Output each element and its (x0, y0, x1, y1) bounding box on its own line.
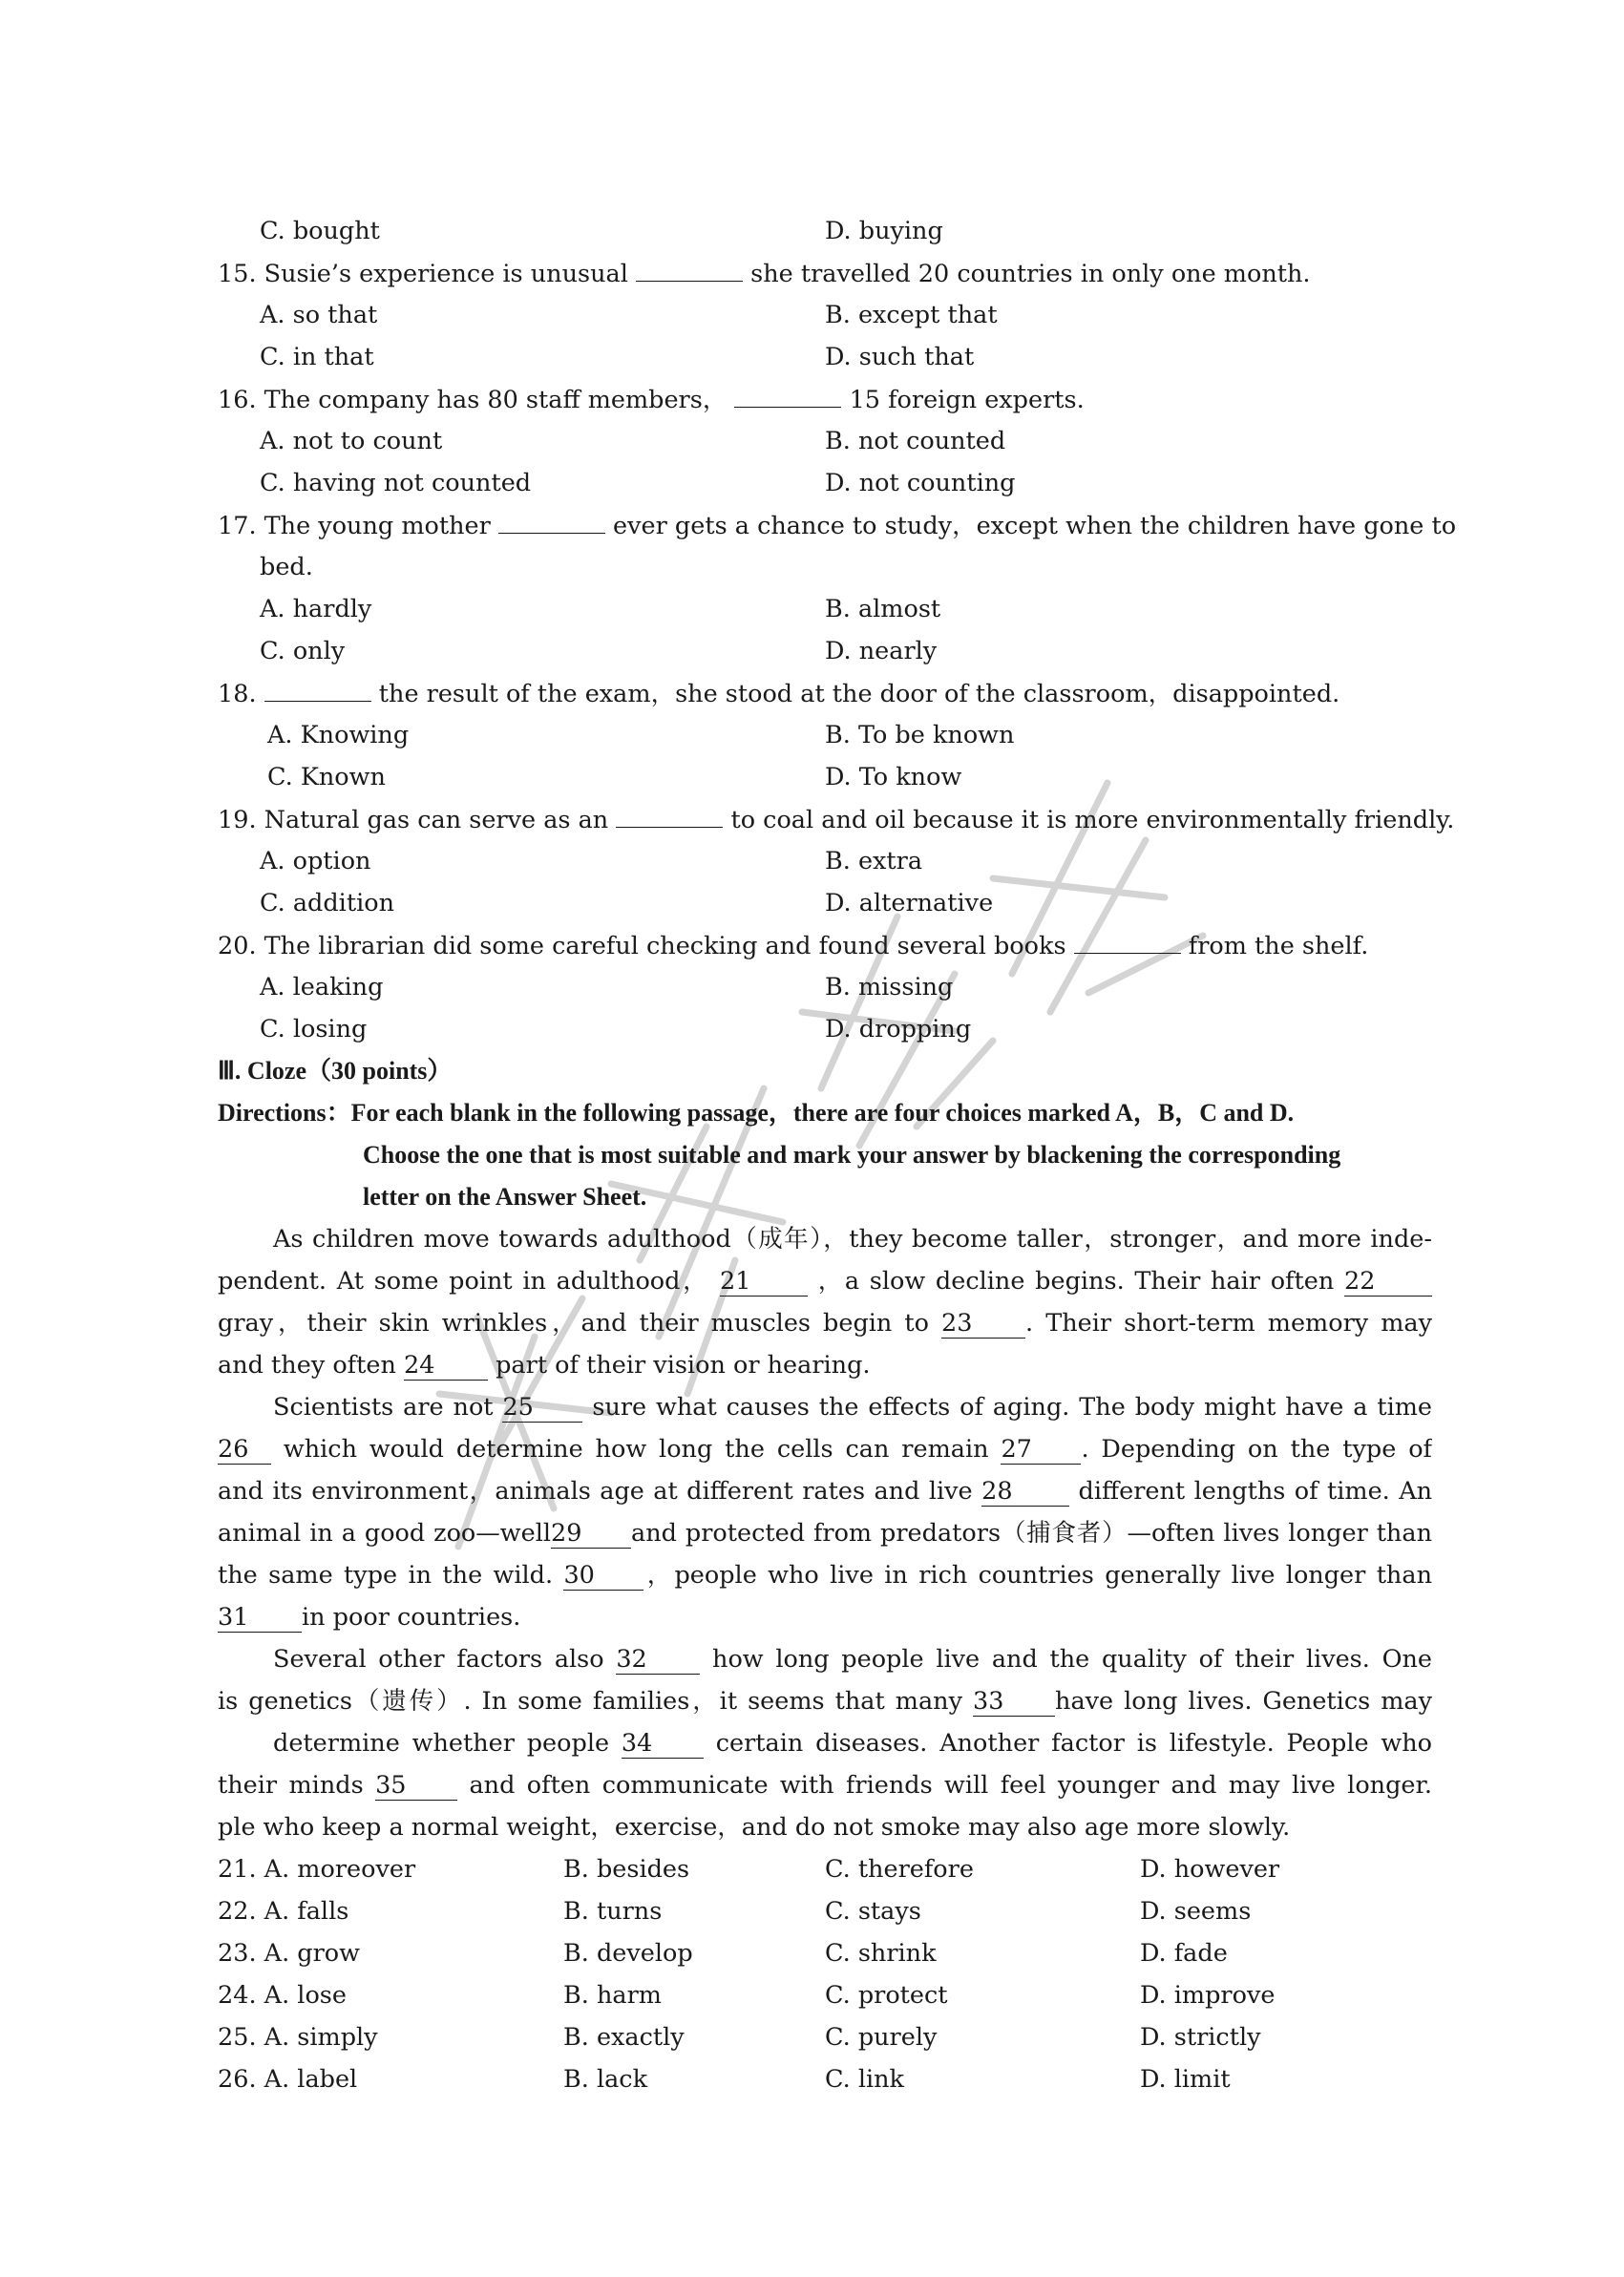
answer-blank (1074, 924, 1181, 954)
blank-34: 34 (622, 1729, 704, 1759)
option-d: D. such that (825, 343, 975, 371)
passage-line: 31 in poor countries. (218, 1603, 521, 1632)
question-17-stem: 17. The young mother ever gets a chance to study，except when the children have gone to (218, 504, 1432, 546)
question-15-stem: 15. Susie’s experience is unusual she travelled 20 countries in only one month. (218, 252, 1432, 294)
passage-line: gray，their skin wrinkles，and their muscles begin to 23 . Their short-term memory may (218, 1309, 1432, 1338)
answer-row-22: 22. A. falls B. turns C. stays D. seems (218, 1897, 1252, 1926)
question-20-stem: 20. The librarian did some careful checking and found several books from the shelf. (218, 924, 1432, 966)
option-d: D. nearly (825, 637, 938, 665)
option-d: D. dropping (825, 1015, 972, 1044)
option-d: D. not counting (825, 469, 1016, 497)
option-c: C. only (260, 637, 346, 665)
blank-30: 30 (563, 1561, 643, 1591)
blank-27: 27 (1001, 1435, 1081, 1465)
question-14-options-row2 (218, 210, 1432, 252)
passage-line: Several other factors also 32 how long people live and the quality of their lives. One (273, 1645, 1432, 1674)
passage-line: their minds 35 and often communicate with friends will feel younger and may live longer. (218, 1771, 1432, 1800)
passage-line: As children move towards adulthood（成年），they become taller，stronger，and more inde- (273, 1225, 1432, 1254)
blank-25: 25 (502, 1393, 582, 1423)
blank-23: 23 (941, 1309, 1025, 1339)
blank-28: 28 (981, 1477, 1069, 1507)
option-a: A. option (260, 847, 371, 875)
answer-blank (498, 504, 605, 534)
directions: Directions：For each blank in the following passage，there are four choices marked A，B，C and D. (218, 1099, 1295, 1127)
option-a: A. not to count (260, 427, 443, 455)
blank-22: 22 (1344, 1267, 1432, 1297)
option-d: D. alternative (825, 889, 994, 917)
answer-row-21: 21. A. moreover B. besides C. therefore D. however (218, 1855, 1280, 1884)
option-d: D. To know (825, 763, 962, 791)
option-d: D. buying (825, 217, 943, 245)
option-c: C. addition (260, 889, 394, 917)
answer-blank (734, 378, 841, 408)
option-a: A. so that (260, 301, 378, 329)
question-16-stem: 16. The company has 80 staff members， 15 foreign experts. (218, 378, 1432, 420)
passage-line: and its environment，animals age at different rates and live 28 different lengths of time. An (218, 1477, 1432, 1506)
passage-line: is genetics（遗传）. In some families，it seems that many 33 have long lives. Genetics may (218, 1687, 1432, 1716)
option-b: B. except that (825, 301, 998, 329)
answer-row-23: 23. A. grow B. develop C. shrink D. fade (218, 1939, 1228, 1968)
option-b: B. almost (825, 595, 941, 623)
passage-line: pendent. At some point in adulthood， 21 ，a slow decline begins. Their hair often 22 (218, 1260, 1432, 1302)
passage-line: 26 which would determine how long the cells can remain 27 . Depending on the type of (218, 1435, 1432, 1464)
option-b: B. extra (825, 847, 923, 875)
option-c: C. having not counted (260, 469, 532, 497)
option-b: B. To be known (825, 721, 1015, 749)
question-18-stem: 18. the result of the exam，she stood at the door of the classroom，disappointed. (218, 672, 1432, 714)
passage-line: and they often 24 part of their vision or hearing. (218, 1351, 871, 1380)
passage-line: ple who keep a normal weight，exercise，and do not smoke may also age more slowly. (218, 1813, 1291, 1842)
blank-31: 31 (218, 1603, 302, 1633)
option-b: B. missing (825, 973, 954, 1001)
blank-33: 33 (973, 1687, 1055, 1717)
blank-21: 21 (720, 1267, 808, 1297)
answer-blank (616, 798, 723, 828)
passage-line: the same type in the wild. 30 ，people who live in rich countries generally live longer than (218, 1561, 1432, 1590)
blank-32: 32 (616, 1645, 700, 1675)
question-19-stem: 19. Natural gas can serve as an to coal and oil because it is more environmentally friendly. (218, 798, 1432, 840)
answer-blank (636, 252, 743, 282)
section-title: Ⅲ. Cloze（30 points） (218, 1057, 453, 1085)
answer-blank (264, 672, 371, 702)
option-c: C. losing (260, 1015, 368, 1044)
option-a: A. leaking (260, 973, 384, 1001)
exam-page: C. bought D. buying 15. Susie’s experience is unusual she travelled 20 countries in only one month. A. so that B. except that C. in that D. such that 16. The company has 80 staff members， 15 foreign experts. A. not to count B. not counted C. having not counted D. not counting 17. The young mother ever gets a chance to study，except when the children have gone to bed. A. hardly B. almost C. only D. nearly 18. the result of the exam，she stood at the door of the classroom，disappointed. A. Knowing B. To be known C. Known D. To know 19. Natural gas can serve as an to coal and oil because it is more environmentally friendly. A. option B. extra C. addition D. alternative 20. The librarian did some careful checking and found several books from the shelf. A. leaking B. missing C. losing D. dropping Ⅲ. Cloze（30 points） Directions：For each blank in the following passage，there are four choices marked A，B，C and D. Choose the one that is most suitable and mark your answer by blackening the corresponding letter on the Answer Sheet. As children move towards adulthood（成年），they become taller，stronger，and more inde- pendent. At some point in adulthood， 21 ，a slow decline begins. Their hair often 22 gray，their skin wrinkles，and their muscles begin to 23 . Their short-term memory may and they often 24 part of their vision or hearing. Scientists are not 25 sure what causes the effects of aging. The body might have a time 26 which would determine how long the cells can remain 27 . Depending on the type of and its environment，animals age at different rates and live 28 different lengths of time. An animal in a good zoo—well29 and protected from predators（捕食者）—often lives longer than the same type in the wild. 30 ，people who live in rich countries generally live longer than 31 in poor countries. Several other factors also 32 how long people live and the quality of their lives. One is genetics（遗传）. In some families，it seems that many 33 have long lives. Genetics may determine whether people 34 certain diseases. Another factor is lifestyle. People who their minds 35 and often communicate with friends will feel younger and may live longer. ple who keep a normal weight，exercise，and do not smoke may also age more slowly. 21. A. moreover B. besides C. therefore D. however 22. A. falls B. turns C. stays D. seems 23. A. grow B. develop C. shrink D. fade 24. A. lose B. harm C. protect D. improve 25. A. simply B. exactly C. purely D. strictly 26. A. label B. lack C. link D. limit (218, 210, 1432, 2100)
answer-row-25: 25. A. simply B. exactly C. purely D. strictly (218, 2023, 1261, 2052)
blank-26: 26 (218, 1435, 271, 1465)
answer-row-24: 24. A. lose B. harm C. protect D. improve (218, 1981, 1276, 2010)
passage-line: animal in a good zoo—well29 and protected from predators（捕食者）—often lives longer than (218, 1519, 1432, 1548)
option-c: C. Known (267, 763, 386, 791)
answer-row-26: 26. A. label B. lack C. link D. limit (218, 2065, 1231, 2094)
option-a: A. Knowing (267, 721, 410, 749)
option-c: C. bought (260, 217, 380, 245)
option-b: B. not counted (825, 427, 1006, 455)
option-a: A. hardly (260, 595, 372, 623)
passage-line: Scientists are not 25 sure what causes the effects of aging. The body might have a time (273, 1393, 1432, 1422)
option-c: C. in that (260, 343, 374, 371)
blank-24: 24 (404, 1351, 488, 1381)
passage-line: determine whether people 34 certain diseases. Another factor is lifestyle. People who (273, 1729, 1432, 1758)
blank-35: 35 (375, 1771, 457, 1801)
blank-29: 29 (551, 1519, 631, 1549)
